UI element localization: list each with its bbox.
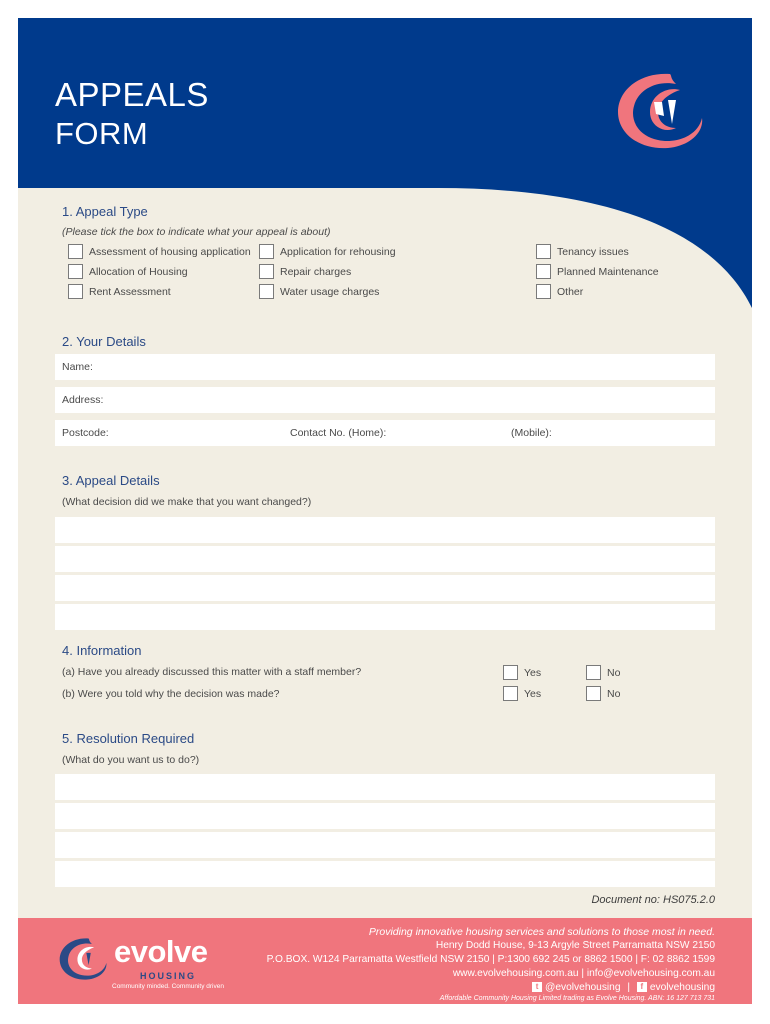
twitter-icon: t [532, 982, 542, 992]
form-title-line2: FORM [55, 116, 149, 151]
checkbox-label: Tenancy issues [557, 245, 629, 258]
resolution-line-2[interactable] [55, 803, 715, 829]
contact-home-label: Contact No. (Home): [290, 427, 387, 439]
section3-prompt: (What decision did we make that you want changed?) [62, 496, 312, 508]
yes-label: Yes [524, 666, 542, 679]
checkbox-label: Application for rehousing [280, 245, 396, 258]
checkbox-label: Allocation of Housing [89, 265, 188, 278]
footer-address: Henry Dodd House, 9-13 Argyle Street Parramatta NSW 2150 [435, 940, 715, 951]
footer-web-email[interactable]: www.evolvehousing.com.au | info@evolvehousing.com.au [452, 968, 715, 979]
question-a-yes[interactable] [503, 665, 541, 680]
mobile-label: (Mobile): [511, 427, 552, 439]
postcode-contact-row[interactable] [55, 420, 715, 446]
section1-instruction: (Please tick the box to indicate what your appeal is about) [62, 226, 331, 238]
evolve-swirl-footer-icon [54, 934, 112, 984]
checkbox-allocation-of-housing[interactable] [68, 264, 188, 279]
section1-title: 1. Appeal Type [62, 204, 148, 219]
checkbox-box[interactable] [503, 665, 518, 680]
appeal-details-line-1[interactable] [55, 517, 715, 543]
section2-title: 2. Your Details [62, 334, 146, 349]
section5-title: 5. Resolution Required [62, 731, 195, 746]
no-label: No [607, 666, 621, 679]
appeal-details-line-3[interactable] [55, 575, 715, 601]
footer-social [532, 982, 715, 993]
question-a: (a) Have you already discussed this matter with a staff member? [62, 666, 362, 678]
footer-mission: Providing innovative housing services and solutions to those most in need. [368, 926, 715, 938]
checkbox-application-for-rehousing[interactable] [259, 244, 396, 259]
document-number: Document no: HS075.2.0 [591, 894, 715, 906]
checkbox-box[interactable] [536, 244, 551, 259]
checkbox-box[interactable] [503, 686, 518, 701]
facebook-icon: f [637, 982, 647, 992]
checkbox-box[interactable] [586, 665, 601, 680]
name-label: Name: [62, 361, 93, 373]
checkbox-other[interactable] [536, 284, 583, 299]
question-b-yes[interactable] [503, 686, 541, 701]
resolution-line-4[interactable] [55, 861, 715, 887]
section3-title: 3. Appeal Details [62, 473, 160, 488]
appeal-details-line-4[interactable] [55, 604, 715, 630]
checkbox-box[interactable] [586, 686, 601, 701]
logo-word: evolve [114, 934, 208, 969]
checkbox-assessment-of-housing-application[interactable] [68, 244, 251, 259]
no-label: No [607, 687, 621, 700]
address-field[interactable] [55, 387, 715, 413]
appeals-form-page [18, 18, 752, 1004]
name-field[interactable] [55, 354, 715, 380]
logo-tagline: Community minded. Community driven [112, 983, 224, 990]
resolution-line-1[interactable] [55, 774, 715, 800]
checkbox-label: Repair charges [280, 265, 352, 278]
checkbox-box[interactable] [259, 284, 274, 299]
address-label: Address: [62, 394, 104, 406]
checkbox-label: Water usage charges [280, 285, 380, 298]
footer-contact: P.O.BOX. W124 Parramatta Westfield NSW 2150 | P:1300 692 245 or 8862 1500 | F: 02 8862 1599 [266, 954, 715, 965]
facebook-handle[interactable]: evolvehousing [649, 982, 715, 993]
question-b: (b) Were you told why the decision was made? [62, 688, 280, 700]
section5-prompt: (What do you want us to do?) [62, 754, 200, 766]
footer [18, 918, 752, 1004]
footer-abn: Affordable Community Housing Limited trading as Evolve Housing. ABN: 16 127 713 731 [439, 995, 715, 1002]
question-b-no[interactable] [586, 686, 620, 701]
checkbox-rent-assessment[interactable] [68, 284, 171, 299]
checkbox-box[interactable] [259, 244, 274, 259]
checkbox-box[interactable] [536, 284, 551, 299]
checkbox-box[interactable] [68, 244, 83, 259]
separator: | [627, 982, 631, 993]
logo-sub: HOUSING [140, 971, 197, 981]
checkbox-label: Rent Assessment [89, 285, 171, 298]
postcode-label: Postcode: [62, 427, 109, 439]
checkbox-box[interactable] [68, 284, 83, 299]
question-a-no[interactable] [586, 665, 620, 680]
checkbox-label: Planned Maintenance [557, 265, 659, 278]
evolve-swirl-logo-icon [610, 66, 710, 156]
form-title-line1: APPEALS [55, 76, 209, 113]
checkbox-water-usage-charges[interactable] [259, 284, 379, 299]
checkbox-label: Assessment of housing application [89, 245, 251, 258]
checkbox-label: Other [557, 285, 584, 298]
twitter-handle[interactable]: @evolvehousing [545, 982, 621, 993]
resolution-line-3[interactable] [55, 832, 715, 858]
evolve-housing-logo [54, 932, 254, 992]
checkbox-box[interactable] [536, 264, 551, 279]
section4-title: 4. Information [62, 643, 142, 658]
checkbox-box[interactable] [259, 264, 274, 279]
checkbox-repair-charges[interactable] [259, 264, 351, 279]
yes-label: Yes [524, 687, 542, 700]
appeal-details-line-2[interactable] [55, 546, 715, 572]
checkbox-tenancy-issues[interactable] [536, 244, 629, 259]
checkbox-planned-maintenance[interactable] [536, 264, 659, 279]
checkbox-box[interactable] [68, 264, 83, 279]
